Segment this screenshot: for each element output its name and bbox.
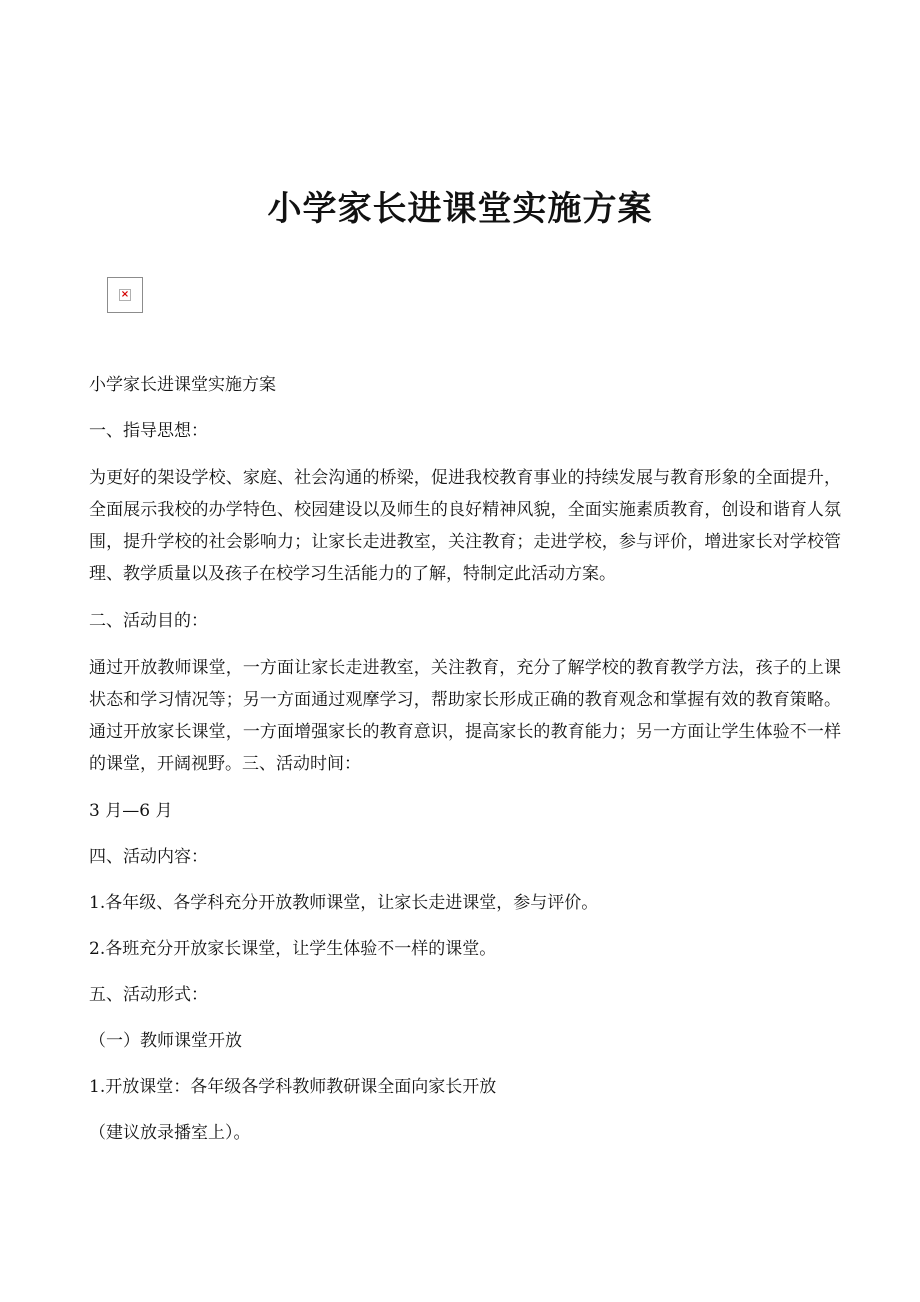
broken-image-icon [107, 277, 143, 313]
image-error-mark: × [120, 289, 130, 300]
list-item-note: （建议放录播室上）。 [89, 1123, 251, 1143]
activity-time-value: 3 月—6 月 [89, 801, 173, 821]
list-item-open-class: 1.开放课堂：各年级各学科教师教研课全面向家长开放 [89, 1077, 497, 1097]
section-heading-activity-form: 五、活动形式： [89, 985, 208, 1005]
document-body [89, 370, 841, 1164]
section-heading-guiding-ideology: 一、指导思想： [89, 421, 208, 441]
list-item-content-1: 1.各年级、各学科充分开放教师课堂，让家长走进课堂，参与评价。 [89, 893, 599, 913]
doc-subtitle: 小学家长进课堂实施方案 [89, 375, 276, 395]
list-item-content-2: 2.各班充分开放家长课堂，让学生体验不一样的课堂。 [89, 939, 497, 959]
document-title: 小学家长进课堂实施方案 [267, 189, 653, 229]
section-heading-activity-content: 四、活动内容： [89, 847, 208, 867]
subsection-heading-teacher-class: （一）教师课堂开放 [89, 1031, 242, 1051]
section-heading-activity-purpose: 二、活动目的： [89, 611, 208, 631]
paragraph-activity-purpose: 通过开放教师课堂，一方面让家长走进教室，关注教育，充分了解学校的教育教学方法，孩子的上课状态和学习情况等；另一方面通过观摩学习，帮助家长形成正确的教育观念和掌握有效的教育策略。通过开放家长课堂，一方面增强家长的教育意识，提高家长的教育能力；另一方面让学生体验不一样的课堂，开阔视野。三、活动时间： [89, 658, 841, 774]
paragraph-guiding-ideology: 为更好的架设学校、家庭、社会沟通的桥梁，促进我校教育事业的持续发展与教育形象的全面提升，全面展示我校的办学特色、校园建设以及师生的良好精神风貌，全面实施素质教育，创设和谐育人氛围，提升学校的社会影响力；让家长走进教室，关注教育；走进学校，参与评价，增进家长对学校管理、教学质量以及孩子在校学习生活能力的了解，特制定此活动方案。 [89, 468, 841, 584]
